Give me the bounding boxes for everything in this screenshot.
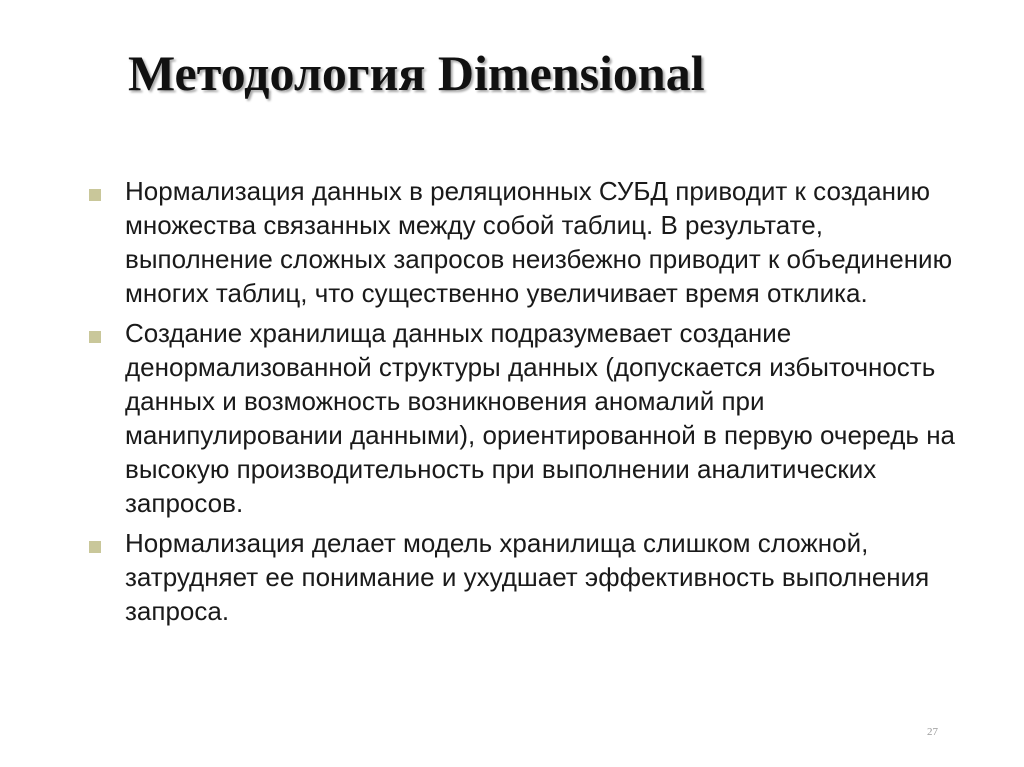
bullet-item-2 [0, 316, 955, 520]
square-bullet-icon [89, 331, 101, 343]
slide-title: Методология Dimensional [128, 45, 705, 101]
bullet-text: Нормализация данных в реляционных СУБД приводит к созданию множества связанных между собой таблиц. В результате, выполнение сложных запросов неизбежно приводит к объединению многих таблиц, что существенно увеличивает время отклика. [125, 176, 953, 308]
bullet-item-3 [0, 526, 955, 628]
page-number: 27 [927, 726, 938, 738]
bullet-list [0, 174, 1024, 634]
square-bullet-icon [89, 541, 101, 553]
bullet-item-1 [0, 174, 955, 310]
bullet-text: Нормализация делает модель хранилища слишком сложной, затрудняет ее понимание и ухудшает эффективность выполнения запроса. [125, 528, 930, 626]
bullet-text: Создание хранилища данных подразумевает создание денормализованной структуры данных (допускается избыточность данных и возможность возникновения аномалий при манипулировании данными), ориентированной в первую очередь на высокую производительность при выполнении аналитических запросов. [125, 318, 956, 518]
square-bullet-icon [89, 189, 101, 201]
